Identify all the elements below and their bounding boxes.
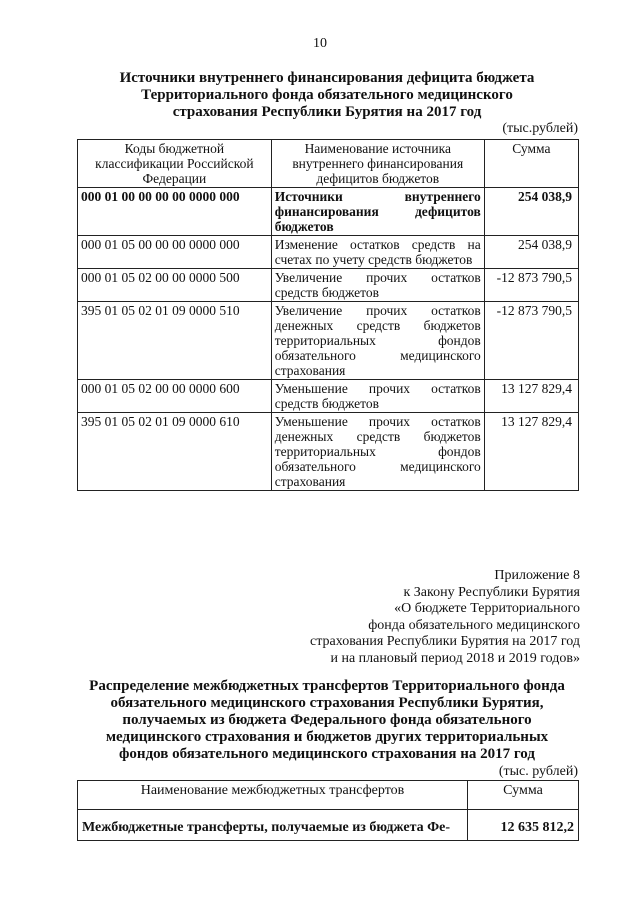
source-name-cell: Уменьшение прочих остатков денежных средств бюджетов территориальных фондов обязательного медицинского страхования: [271, 413, 484, 491]
appendix-line: Приложение 8: [494, 568, 580, 583]
budget-code-cell: 395 01 05 02 01 09 0000 510: [78, 302, 272, 380]
section2-units: (тыс. рублей): [498, 764, 578, 779]
title-line: Распределение межбюджетных трансфертов Территориального фонда: [89, 678, 565, 694]
sum-cell: 254 038,9: [484, 188, 578, 236]
title-line: медицинского страхования и бюджетов других территориальных: [105, 729, 549, 745]
table-row: [78, 236, 579, 269]
source-name-cell: Изменение остатков средств на счетах по учету средств бюджетов: [271, 236, 484, 269]
table-row: [78, 302, 579, 380]
budget-code-cell: 000 01 05 00 00 00 0000 000: [78, 236, 272, 269]
section1-units: (тыс.рублей): [502, 121, 578, 136]
title-line: Источники внутреннего финансирования дефицита бюджета: [119, 70, 535, 86]
header-name: Наименование источника внутреннего финансирования дефицитов бюджетов: [271, 140, 484, 188]
source-name-cell: Источники внутреннего финансирования дефицитов бюджетов: [271, 188, 484, 236]
financing-sources-table: [77, 139, 579, 491]
title-line: получаемых из бюджета Федерального фонда обязательного: [122, 712, 532, 728]
appendix-line: «О бюджете Территориального: [394, 601, 580, 616]
budget-code-cell: 000 01 05 02 00 00 0000 500: [78, 269, 272, 302]
appendix-line: и на плановый период 2018 и 2019 годов»: [330, 650, 580, 666]
appendix-line: страхования Республики Бурятия на 2017 год: [310, 634, 580, 649]
title-line: фондов обязательного медицинского страхования на 2017 год: [119, 746, 535, 762]
table-row: [78, 413, 579, 491]
section2-title: [78, 678, 576, 763]
title-line: Территориального фонда обязательного медицинского: [141, 87, 513, 103]
transfer-sum: 12 635 812,2: [468, 810, 579, 841]
source-name-cell: Увеличение прочих остатков денежных средств бюджетов территориальных фондов обязательного медицинского страхования: [271, 302, 484, 380]
sum-cell: -12 873 790,5: [484, 302, 578, 380]
appendix-line: фонда обязательного медицинского: [368, 617, 580, 633]
title-line: страхования Республики Бурятия на 2017 год: [172, 104, 482, 120]
sum-cell: 13 127 829,4: [484, 380, 578, 413]
table-row: [78, 380, 579, 413]
sum-cell: -12 873 790,5: [484, 269, 578, 302]
sum-cell: 254 038,9: [484, 236, 578, 269]
budget-code-cell: 000 01 00 00 00 00 0000 000: [78, 188, 272, 236]
appendix-line: к Закону Республики Бурятия: [403, 584, 580, 600]
header-code: Коды бюджетной классификации Российской Федерации: [78, 140, 272, 188]
source-name-cell: Увеличение прочих остатков средств бюджетов: [271, 269, 484, 302]
header-sum: Сумма: [484, 140, 578, 188]
header-name: Наименование межбюджетных трансфертов: [78, 781, 468, 810]
budget-code-cell: 395 01 05 02 01 09 0000 610: [78, 413, 272, 491]
transfers-table: [77, 780, 579, 841]
table-row: [78, 188, 579, 236]
section1-title: [78, 70, 576, 121]
transfer-name: Межбюджетные трансферты, получаемые из бюджета Фе-: [78, 810, 468, 841]
table-header-row: [78, 140, 579, 188]
table-header-row: [78, 781, 579, 810]
page-number: 10: [313, 36, 327, 51]
table-row: [78, 269, 579, 302]
header-sum: Сумма: [468, 781, 579, 810]
budget-code-cell: 000 01 05 02 00 00 0000 600: [78, 380, 272, 413]
appendix-reference: [260, 568, 580, 667]
source-name-cell: Уменьшение прочих остатков средств бюджетов: [271, 380, 484, 413]
sum-cell: 13 127 829,4: [484, 413, 578, 491]
table-row: [78, 810, 579, 841]
title-line: обязательного медицинского страхования Республики Бурятия,: [110, 695, 544, 711]
